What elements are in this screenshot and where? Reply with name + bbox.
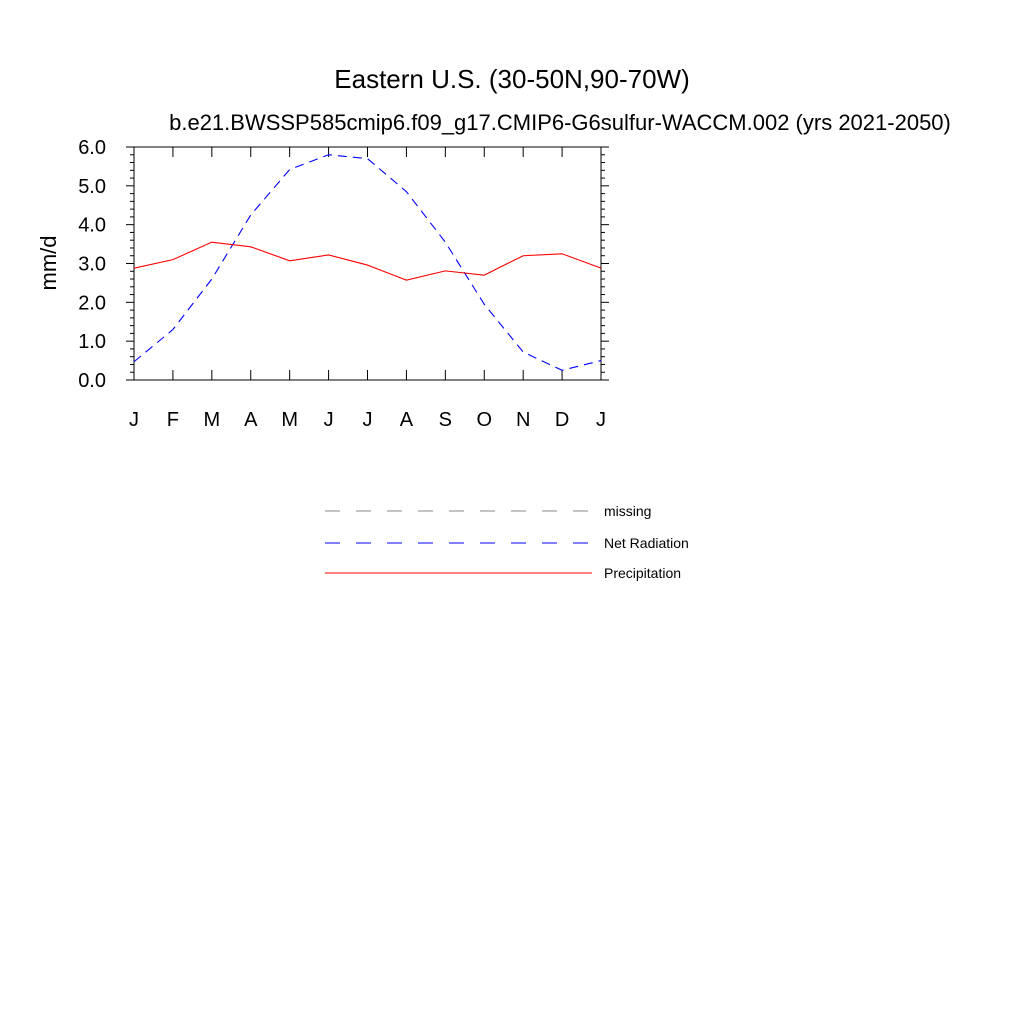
x-tick-label: A [244,409,258,431]
chart-title: Eastern U.S. (30-50N,90-70W) [334,64,690,94]
y-tick-label: 6.0 [78,137,106,159]
y-tick-label: 3.0 [78,253,106,276]
series-line-net-radiation [134,155,601,371]
x-tick-label: N [515,409,531,431]
x-tick-label: J [129,409,139,431]
x-tick-label: J [323,409,334,431]
series-line-precipitation [134,242,601,280]
legend-label: Net Radiation [604,535,689,551]
plot-frame [134,147,601,380]
plot-area [78,137,609,431]
y-tick-label: 4.0 [78,214,106,237]
x-tick-label: J [596,409,606,431]
y-tick-label: 1.0 [78,331,106,354]
x-tick-label: A [399,409,414,431]
legend-label: Precipitation [604,565,682,581]
legend-label: missing [604,503,652,519]
x-tick-label: O [476,409,493,431]
y-tick-label: 5.0 [78,175,106,198]
chart-subtitle: b.e21.BWSSP585cmip6.f09_g17.CMIP6-G6sulfur-WACCM.002 (yrs 2021-2050) [169,110,951,135]
x-tick-label: M [281,409,299,431]
x-tick-label: F [166,409,180,431]
y-tick-label: 0.0 [78,370,106,392]
y-tick-label: 2.0 [78,292,106,315]
legend [325,503,689,581]
y-axis-label: mm/d [36,235,61,291]
x-tick-label: D [554,409,570,431]
x-tick-label: M [203,409,221,431]
x-tick-label: J [362,409,373,431]
x-tick-label: S [438,409,453,431]
